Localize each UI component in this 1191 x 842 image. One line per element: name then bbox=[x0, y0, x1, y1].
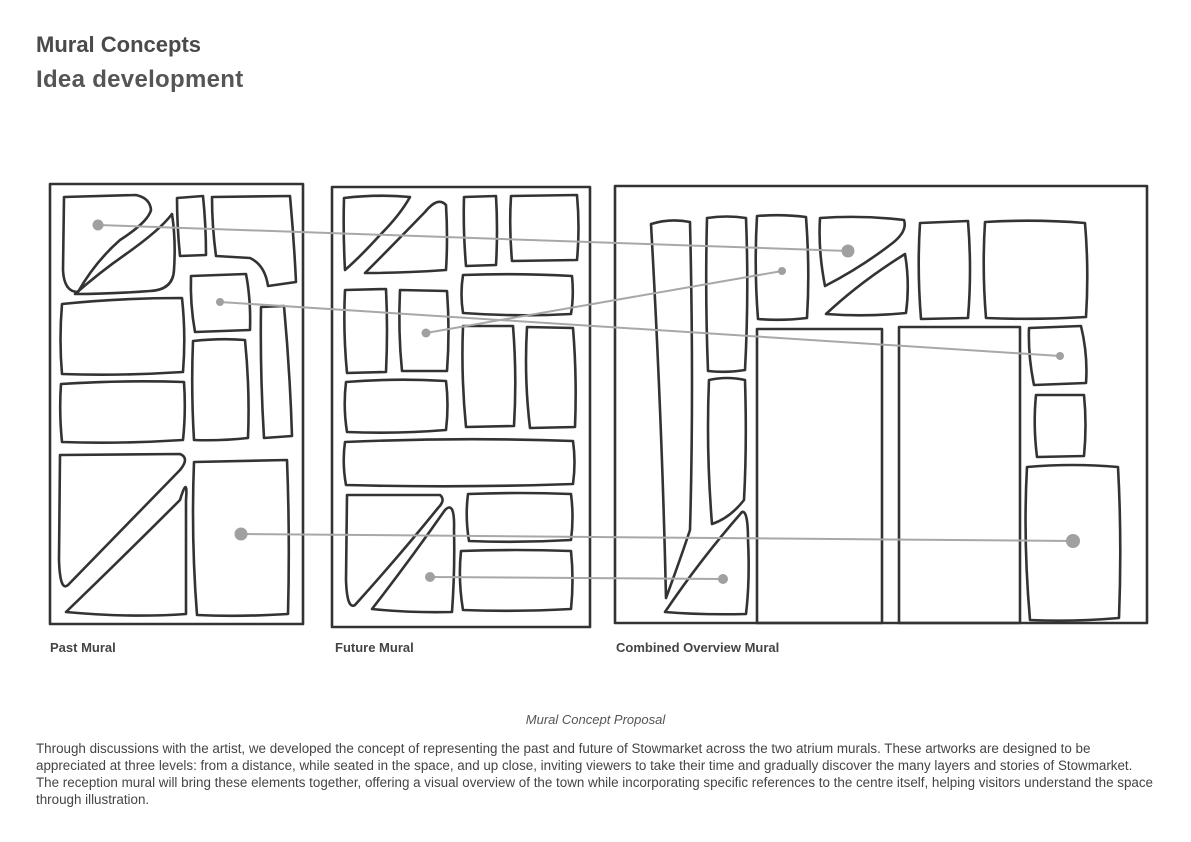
connector-dot bbox=[216, 298, 224, 306]
past-shape bbox=[212, 196, 296, 286]
past-shape bbox=[60, 381, 185, 442]
combined-shape bbox=[1035, 395, 1086, 457]
future-shape bbox=[462, 326, 515, 427]
combined-mural-sketch bbox=[651, 215, 1120, 623]
combined-shape bbox=[984, 221, 1088, 319]
future-shape bbox=[346, 495, 443, 606]
past-shape bbox=[61, 298, 185, 375]
combined-shape bbox=[651, 220, 692, 598]
past-mural-label: Past Mural bbox=[50, 640, 116, 655]
connector-dot bbox=[718, 574, 728, 584]
connector-line bbox=[241, 534, 1073, 541]
past-shape bbox=[59, 454, 185, 586]
past-shape bbox=[66, 487, 186, 616]
future-shape bbox=[462, 274, 573, 315]
connector-dot bbox=[93, 220, 104, 231]
future-shape bbox=[510, 195, 578, 261]
past-mural-frame bbox=[50, 184, 303, 624]
connector-dot bbox=[1066, 534, 1080, 548]
combined-shape bbox=[826, 254, 908, 315]
future-shape bbox=[460, 550, 573, 611]
future-shape bbox=[467, 493, 573, 542]
connector-lines bbox=[98, 225, 1073, 579]
connector-dot bbox=[235, 528, 248, 541]
connector-dot bbox=[842, 245, 855, 258]
combined-doorway-left bbox=[757, 329, 882, 623]
combined-shape bbox=[919, 221, 970, 319]
combined-doorway-right bbox=[899, 327, 1020, 623]
past-shape bbox=[63, 195, 151, 292]
combined-shape bbox=[706, 217, 747, 372]
future-shape bbox=[344, 289, 387, 373]
future-shape bbox=[345, 380, 448, 433]
connector-line bbox=[98, 225, 848, 251]
connector-dot bbox=[422, 329, 431, 338]
past-shape bbox=[177, 196, 206, 256]
figure-caption: Mural Concept Proposal bbox=[525, 712, 666, 727]
combined-shape bbox=[708, 378, 746, 524]
description-paragraph: Through discussions with the artist, we developed the concept of representing the past and future of Stowmarket across the two atrium murals. These artworks are designed to be appreciated at three levels: from a distance, while seated in the space, and up close, inviting viewers to take their time and gradually discover the many layers and stories of Stowmarket. The reception mural will bring these elements together, offering a visual overview of the town while incorporating specific references to the centre itself, helping visitors understand the space through illustration. bbox=[36, 741, 1153, 807]
connector-dot bbox=[425, 572, 435, 582]
combined-mural-label: Combined Overview Mural bbox=[616, 640, 780, 655]
past-mural-sketch bbox=[59, 195, 296, 616]
future-mural-label: Future Mural bbox=[335, 640, 414, 655]
future-shape bbox=[344, 196, 410, 270]
connector-dot bbox=[1056, 352, 1064, 360]
future-shape bbox=[372, 508, 454, 613]
future-shape bbox=[344, 439, 575, 486]
past-shape bbox=[192, 339, 248, 440]
past-shape bbox=[261, 306, 292, 438]
connector-dot bbox=[778, 267, 786, 275]
connector-line bbox=[426, 271, 782, 333]
connector-line bbox=[430, 577, 723, 579]
future-shape bbox=[464, 196, 497, 266]
future-shape bbox=[526, 327, 576, 428]
future-mural-sketch bbox=[344, 195, 579, 612]
page-title: Mural Concepts bbox=[36, 32, 202, 57]
page-subtitle: Idea development bbox=[36, 66, 244, 93]
